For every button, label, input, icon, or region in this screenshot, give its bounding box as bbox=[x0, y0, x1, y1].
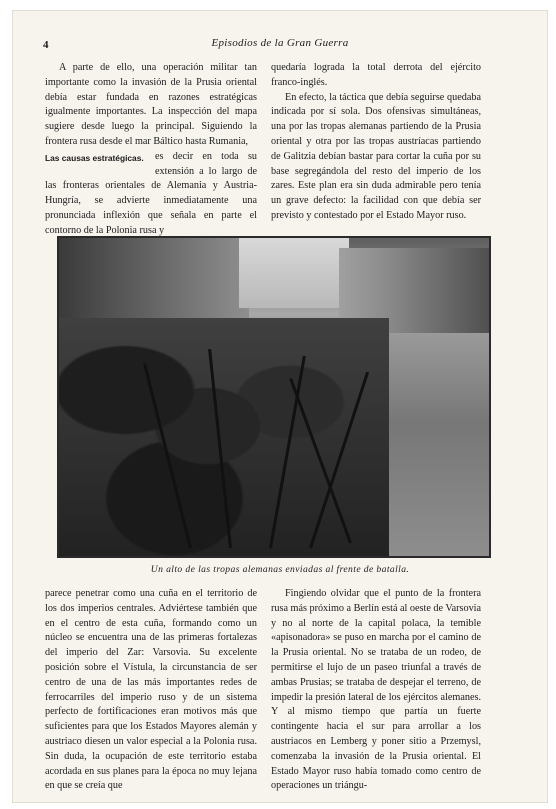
top-left-column bbox=[45, 61, 257, 239]
troops-photograph bbox=[57, 236, 491, 558]
photo-soldiers bbox=[59, 318, 389, 558]
paragraph-continuation: es decir en toda su extensión a lo largo de las fronteras orientales de Alemania y Austria-Hungría, se advierte inmediatamente una pronunciada inflexión que señala en parte el contorno de la Polonia rusa y bbox=[45, 150, 257, 236]
paragraph: En efecto, la táctica que debía seguirse quedaba indicada por sí sola. Dos ofensivas simultáneas, una por las tropas alemanas partiendo de la Prusia oriental y otra por las tropas austríacas partiendo de Galitzia debían bastar para cortar la cuña por su base segregándola del resto del imperio de los zares. Este plan era sin duda admirable pero tenía un grave defecto: la facilidad con que debía ser previsto y contestado por el Estado Mayor ruso. bbox=[271, 91, 481, 221]
margin-note: Las causas estratégicas. bbox=[45, 152, 144, 163]
photo-caption: Un alto de las tropas alemanas enviadas al frente de batalla. bbox=[150, 564, 410, 575]
running-title: Episodios de la Gran Guerra bbox=[211, 37, 349, 49]
paragraph: Fingiendo olvidar que el punto de la frontera rusa más próximo a Berlín está al oeste de Varsovia y no al norte de la capital polaca, la temible «apisonadora» se puso en marcha por el camino de la Prusia oriental. No se trataba de un rodeo, de permitirse el lujo de un paseo triunfal a través de ambas Prusias; se trataba de despejar el terreno, de impedir la presión lateral de los ejércitos alemanes. Y al mismo tiempo que partía un fuerte contingente hacia el sur para arrollar a los austriacos en Lemberg y poner sitio a Przemysl, comenzaba la invasión de la Prusia oriental. El Estado Mayor ruso había tomado como centro de operaciones un triángu- bbox=[271, 588, 482, 792]
bottom-right-column bbox=[271, 587, 481, 794]
paragraph: parece penetrar como una cuña en el territorio de los dos imperios centrales. Adviértese también que en el centro de esta cuña, formando como un núcleo se encuentra una de las primeras fortalezas del imperio del Zar: Varsovia. Su excelente posición sobre el Vístula, la circunstancia de ser centro de una de las más importantes redes de ferrocarriles del imperio ruso y de un sistema perfecto de fortificaciones eran motivos más que suficientes para que los Estados Mayores alemán y austriaco diesen un valor especial a la Polonia rusa. Sin duda, la ocupación de este territorio estaba acordada en sus planes para la época no muy lejana en que se creía que bbox=[45, 588, 257, 792]
book-page bbox=[12, 10, 548, 803]
bottom-left-column bbox=[45, 587, 257, 794]
paragraph-text: A parte de ello, una operación militar tan importante como la invasión de la Prusia oriental debía estar fundada en razones estratégicas igualmente importantes. La inspección del mapa sugiere desde luego la principal. Siguiendo la frontera rusa desde el mar Báltico hasta Rumania, bbox=[45, 62, 257, 147]
top-right-column bbox=[271, 61, 481, 224]
paragraph: quedaría lograda la total derrota del ejército franco-inglés. bbox=[271, 62, 481, 88]
page-number: 4 bbox=[43, 39, 49, 51]
paragraph bbox=[45, 61, 257, 150]
photo-sky bbox=[239, 238, 349, 308]
